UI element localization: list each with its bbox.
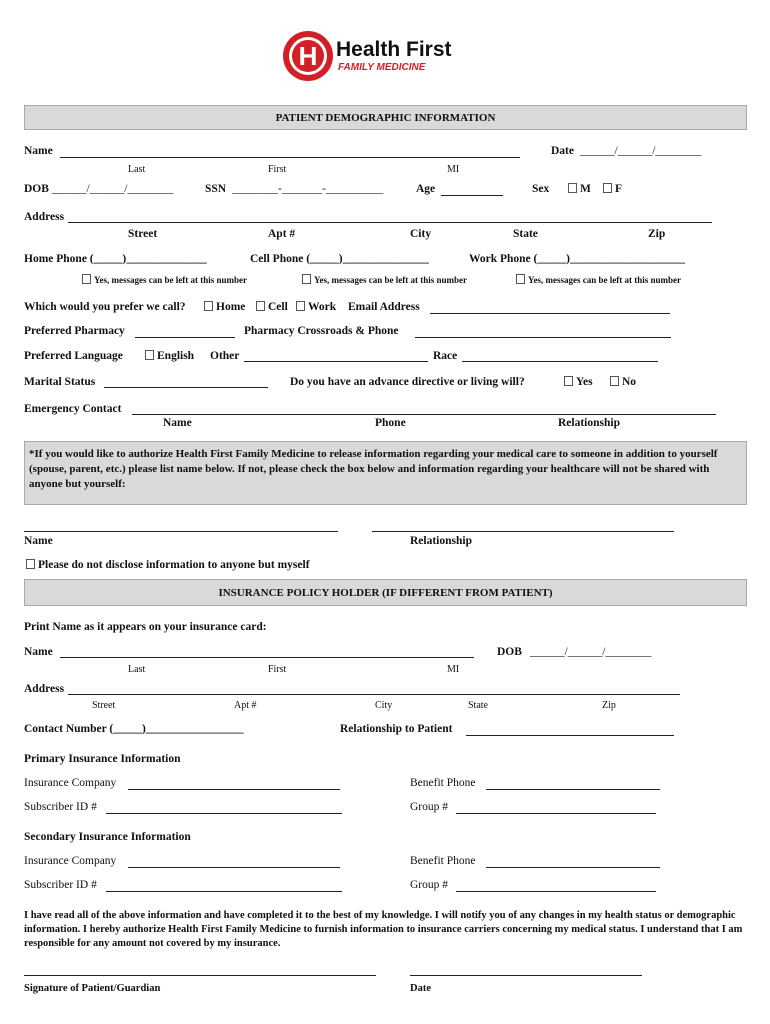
- addr-street: Street: [128, 228, 158, 240]
- logo-brand: Health First: [336, 38, 452, 61]
- ins-sub-first: First: [268, 664, 287, 675]
- advance-no-option[interactable]: No: [610, 376, 636, 388]
- prefer-cell-option[interactable]: Cell: [256, 301, 288, 313]
- sub-mi: MI: [447, 164, 460, 175]
- marital-field[interactable]: [104, 387, 268, 388]
- checkbox-icon: [82, 274, 91, 284]
- signature-field[interactable]: [24, 975, 376, 976]
- signature-date-field[interactable]: [410, 975, 642, 976]
- prefer-home-option[interactable]: Home: [204, 301, 245, 313]
- em-phone: Phone: [375, 417, 406, 429]
- date-label: Date: [551, 145, 574, 157]
- secondary-ins-company-field[interactable]: [128, 867, 340, 868]
- sex-f-option[interactable]: F: [603, 183, 622, 195]
- no-disclose-option[interactable]: Please do not disclose information to anyone but myself: [26, 559, 310, 571]
- print-name-label: Print Name as it appears on your insurance card:: [24, 621, 267, 633]
- english-option[interactable]: English: [145, 350, 194, 362]
- pharmacy-field[interactable]: [135, 337, 235, 338]
- section-banner-insurance: INSURANCE POLICY HOLDER (IF DIFFERENT FROM PATIENT): [24, 579, 747, 606]
- secondary-group-label: Group #: [410, 879, 449, 891]
- em-name: Name: [163, 417, 192, 429]
- secondary-ins-company-label: Insurance Company: [24, 855, 117, 867]
- primary-group-field[interactable]: [456, 813, 656, 814]
- pharmacy-cross-label: Pharmacy Crossroads & Phone: [244, 325, 399, 337]
- rel-to-patient-label: Relationship to Patient: [340, 723, 453, 735]
- checkbox-icon: [26, 559, 35, 569]
- checkbox-icon: [145, 350, 154, 360]
- ins-addr-street: Street: [92, 700, 116, 711]
- checkbox-icon: [568, 183, 577, 193]
- checkbox-icon: [610, 376, 619, 386]
- age-field[interactable]: [441, 195, 503, 196]
- ssn-field[interactable]: ________-_______-__________: [232, 183, 384, 195]
- ins-addr-city: City: [375, 700, 393, 711]
- email-label: Email Address: [348, 301, 420, 313]
- work-msg-option[interactable]: Yes, messages can be left at this number: [516, 274, 681, 285]
- other-label: Other: [210, 350, 240, 362]
- ins-name-label: Name: [24, 646, 53, 658]
- primary-subscriber-field[interactable]: [106, 813, 342, 814]
- checkbox-icon: [603, 183, 612, 193]
- logo-letter: H: [298, 41, 318, 71]
- ssn-label: SSN: [205, 183, 227, 195]
- advance-directive-label: Do you have an advance directive or living will?: [290, 376, 525, 388]
- emergency-field[interactable]: [132, 414, 716, 415]
- primary-ins-company-field[interactable]: [128, 789, 340, 790]
- primary-benefit-phone-label: Benefit Phone: [410, 777, 476, 789]
- checkbox-icon: [204, 301, 213, 311]
- contact-number-field[interactable]: Contact Number (_____)_________________: [24, 723, 244, 735]
- auth-name-label: Name: [24, 535, 53, 547]
- ins-dob-field[interactable]: ______/______/________: [530, 646, 652, 658]
- dob-field[interactable]: ______/______/________: [52, 183, 174, 195]
- ins-addr-state: State: [468, 700, 488, 711]
- secondary-group-field[interactable]: [456, 891, 656, 892]
- cell-msg-option[interactable]: Yes, messages can be left at this number: [302, 274, 467, 285]
- race-label: Race: [433, 350, 458, 362]
- secondary-ins-label: Secondary Insurance Information: [24, 831, 191, 843]
- checkbox-icon: [516, 274, 525, 284]
- age-label: Age: [416, 183, 436, 195]
- checkbox-icon: [296, 301, 305, 311]
- secondary-benefit-phone-field[interactable]: [486, 867, 660, 868]
- prefer-work-option[interactable]: Work: [296, 301, 336, 313]
- marital-label: Marital Status: [24, 376, 96, 388]
- name-label: Name: [24, 145, 53, 157]
- primary-ins-company-label: Insurance Company: [24, 777, 117, 789]
- pharmacy-cross-field[interactable]: [415, 337, 671, 338]
- address-field[interactable]: [68, 222, 712, 223]
- prefer-call-label: Which would you prefer we call?: [24, 301, 186, 313]
- home-phone-field[interactable]: Home Phone (_____)______________: [24, 253, 207, 265]
- signature-label: Signature of Patient/Guardian: [24, 983, 161, 994]
- auth-rel-label: Relationship: [410, 535, 472, 547]
- advance-yes-option[interactable]: Yes: [564, 376, 593, 388]
- ins-name-field[interactable]: [60, 657, 474, 658]
- race-field[interactable]: [462, 361, 658, 362]
- addr-city: City: [410, 228, 432, 240]
- rel-to-patient-field[interactable]: [466, 735, 674, 736]
- primary-ins-label: Primary Insurance Information: [24, 753, 181, 765]
- logo: [280, 28, 480, 84]
- ins-sub-last: Last: [128, 664, 146, 675]
- work-phone-field[interactable]: Work Phone (_____)____________________: [469, 253, 685, 265]
- auth-name-field[interactable]: [24, 531, 338, 532]
- attestation-text: I have read all of the above information and have completed it to the best of my knowledge. I will notify you of any changes in my health status or demographic information. I hereby authorize Health First Family Medicine to furnish information to insurance carriers concerning my medical status. I understand that I am responsible for any amount not covered by my insurance.: [24, 910, 743, 949]
- primary-subscriber-label: Subscriber ID #: [24, 801, 97, 813]
- address-label: Address: [24, 211, 65, 223]
- checkbox-icon: [564, 376, 573, 386]
- authorize-note: *If you would like to authorize Health First Family Medicine to release information regarding your medical care to someone in addition to yourself (spouse, parent, etc.) please list name below. If not, please check the box below and information regarding your healthcare will not be shared with anyone but yourself:: [24, 441, 747, 505]
- addr-state: State: [513, 228, 538, 240]
- ins-dob-label: DOB: [497, 646, 522, 658]
- checkbox-icon: [302, 274, 311, 284]
- pharmacy-label: Preferred Pharmacy: [24, 325, 125, 337]
- auth-rel-field[interactable]: [372, 531, 674, 532]
- sub-first: First: [268, 164, 287, 175]
- sex-m-option[interactable]: M: [568, 183, 591, 195]
- primary-group-label: Group #: [410, 801, 449, 813]
- email-field[interactable]: [430, 313, 670, 314]
- name-field[interactable]: [60, 157, 520, 158]
- home-msg-option[interactable]: Yes, messages can be left at this number: [82, 274, 247, 285]
- sub-last: Last: [128, 164, 146, 175]
- ins-sub-mi: MI: [447, 664, 460, 675]
- secondary-subscriber-field[interactable]: [106, 891, 342, 892]
- cell-phone-field[interactable]: Cell Phone (_____)_______________: [250, 253, 429, 265]
- ins-addr-apt: Apt #: [234, 700, 257, 711]
- dob-label: DOB: [24, 183, 49, 195]
- other-lang-field[interactable]: [244, 361, 428, 362]
- pref-lang-label: Preferred Language: [24, 350, 123, 362]
- emergency-label: Emergency Contact: [24, 403, 122, 415]
- sex-label: Sex: [532, 183, 550, 195]
- secondary-subscriber-label: Subscriber ID #: [24, 879, 97, 891]
- signature-date-label: Date: [410, 983, 431, 994]
- ins-address-label: Address: [24, 683, 65, 695]
- secondary-benefit-phone-label: Benefit Phone: [410, 855, 476, 867]
- ins-addr-zip: Zip: [602, 700, 616, 711]
- em-relationship: Relationship: [558, 417, 620, 429]
- section-banner-patient: PATIENT DEMOGRAPHIC INFORMATION: [24, 105, 747, 130]
- checkbox-icon: [256, 301, 265, 311]
- logo-tagline: FAMILY MEDICINE: [338, 62, 426, 73]
- date-field[interactable]: ______/______/________: [580, 145, 702, 157]
- ins-address-field[interactable]: [68, 694, 680, 695]
- addr-apt: Apt #: [268, 228, 296, 240]
- primary-benefit-phone-field[interactable]: [486, 789, 660, 790]
- addr-zip: Zip: [648, 228, 666, 240]
